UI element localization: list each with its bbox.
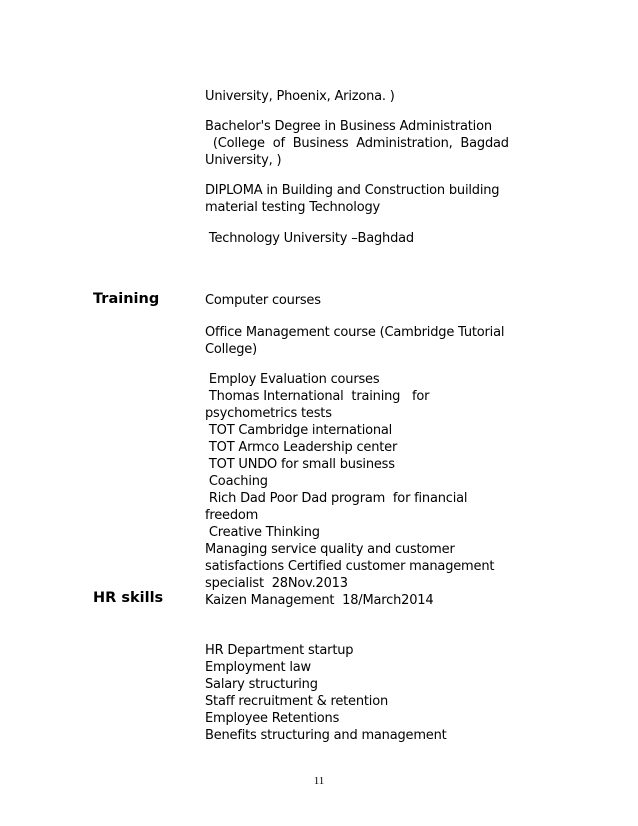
education-line: University, Phoenix, Arizona. ) (205, 89, 395, 104)
hr-skill-line: Benefits structuring and management (205, 728, 447, 743)
training-line: Coaching (205, 474, 268, 489)
training-line: specialist 28Nov.2013 (205, 576, 348, 591)
training-line: Employ Evaluation courses (205, 372, 380, 387)
education-line: Technology University –Baghdad (205, 231, 414, 246)
training-line: Managing service quality and customer (205, 542, 455, 557)
training-line: Creative Thinking (205, 525, 320, 540)
page-number: 11 (313, 775, 325, 787)
training-line: TOT UNDO for small business (205, 457, 395, 472)
training-line: TOT Cambridge international (205, 423, 393, 438)
education-line: Bachelor's Degree in Business Administration (205, 119, 492, 134)
training-line: Rich Dad Poor Dad program for financial (205, 491, 468, 506)
education-line: (College of Business Administration, Bagdad (205, 136, 509, 151)
training-line: satisfactions Certified customer management (205, 559, 495, 574)
training-line: Computer courses (205, 293, 321, 308)
training-line: Office Management course (Cambridge Tutorial (205, 325, 505, 340)
training-line: Kaizen Management 18/March2014 (205, 593, 434, 608)
education-line: DIPLOMA in Building and Construction building (205, 183, 500, 198)
hr-skill-line: HR Department startup (205, 643, 354, 658)
hr-skill-line: Staff recruitment & retention (205, 694, 388, 709)
training-line: psychometrics tests (205, 406, 332, 421)
training-heading: Training (93, 291, 160, 307)
hr-skill-line: Employee Retentions (205, 711, 340, 726)
hr-skill-line: Employment law (205, 660, 311, 675)
training-line: College) (205, 342, 257, 357)
training-line: Thomas International training for (205, 389, 430, 404)
training-line: freedom (205, 508, 259, 523)
hr-skills-heading: HR skills (93, 590, 164, 606)
education-line: University, ) (205, 153, 282, 168)
hr-skill-line: Salary structuring (205, 677, 318, 692)
education-line: material testing Technology (205, 200, 381, 215)
training-line: TOT Armco Leadership center (205, 440, 398, 455)
